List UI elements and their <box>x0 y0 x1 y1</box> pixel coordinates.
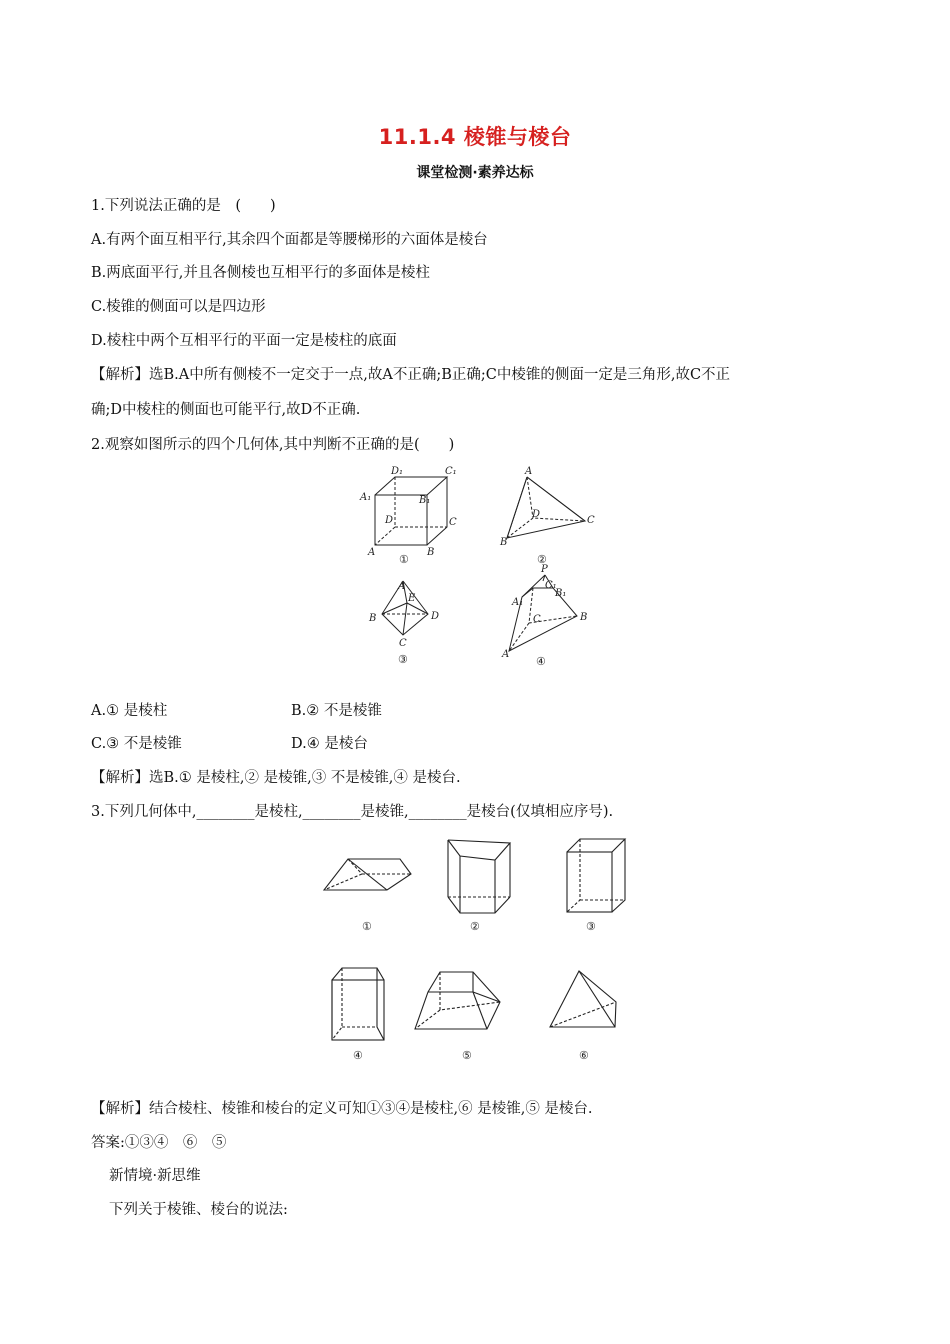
page-subtitle: 课堂检测·素养达标 <box>416 165 534 181</box>
cube-label-a: A <box>368 547 376 558</box>
pyramid6-outline <box>550 971 616 1027</box>
cube-label-d: D <box>385 515 394 526</box>
cube-label-c: C <box>449 517 457 528</box>
extension-heading: 新情境·新思维 <box>109 1168 201 1184</box>
frustum5-outline <box>415 972 500 1029</box>
frustum-edges <box>509 575 577 651</box>
q2-option-a: A.① 是棱柱 <box>91 703 168 719</box>
prism4-top <box>332 968 384 980</box>
page-title: 11.1.4 棱锥与棱台 <box>378 125 572 149</box>
figure-caption-1: ① <box>399 553 409 566</box>
frustum-label-a1: A₁ <box>512 597 524 608</box>
cube-label-b1: B₁ <box>419 495 431 506</box>
q3-caption-4: ④ <box>353 1049 363 1062</box>
bipyramid-label-e: E <box>408 593 416 604</box>
q2-figure <box>355 463 605 673</box>
q1-option-c: C.棱锥的侧面可以是四边形 <box>91 299 266 315</box>
prism3-front <box>567 852 612 912</box>
q2-option-c: C.③ 不是棱锥 <box>91 736 182 752</box>
tetra-label-c: C <box>587 515 595 526</box>
q3-answer: 答案:①③④ ⑥ ⑤ <box>91 1135 227 1151</box>
frustum-label-c1: C₁ <box>545 580 557 591</box>
figure-caption-3: ③ <box>398 653 408 666</box>
frustum-label-b: B <box>580 612 588 623</box>
q3-caption-5: ⑤ <box>462 1049 472 1062</box>
frustum-label-b1: B₁ <box>555 588 567 599</box>
q1-option-d: D.棱柱中两个互相平行的平面一定是棱柱的底面 <box>91 333 397 349</box>
tetra-label-b: B <box>500 537 508 548</box>
tetra-edges <box>507 477 585 538</box>
q3-caption-1: ① <box>362 920 372 933</box>
bipyramid-label-a: A <box>398 581 406 592</box>
bipyramid-label-c: C <box>399 638 407 649</box>
frustum-label-c: C <box>533 614 541 625</box>
q1-analysis-line2: 确;D中棱柱的侧面也可能平行,故D不正确. <box>91 402 361 418</box>
q3-caption-2: ② <box>470 920 480 933</box>
q1-stem: 1.下列说法正确的是 ( ) <box>91 198 276 214</box>
q3-analysis: 【解析】结合棱柱、棱锥和棱台的定义可知①③④是棱柱,⑥ 是棱锥,⑤ 是棱台. <box>91 1101 593 1117</box>
tetra-label-a: A <box>525 466 533 477</box>
cube-top-edges <box>375 477 447 495</box>
tetra-label-d: D <box>532 509 541 520</box>
extension-text: 下列关于棱锥、棱台的说法: <box>109 1202 288 1218</box>
q3-caption-6: ⑥ <box>579 1049 589 1062</box>
frustum-label-p: P <box>541 564 548 575</box>
figure-caption-2: ② <box>537 553 547 566</box>
q3-figure <box>315 830 635 1065</box>
q3-stem: 3.下列几何体中,________是棱柱,________是棱锥,________是棱台(仅填相应序号). <box>91 804 614 820</box>
bipyramid-label-b: B <box>369 613 377 624</box>
frustum-label-a: A <box>502 649 510 660</box>
cube-label-b: B <box>427 547 435 558</box>
prism2-top <box>448 840 510 860</box>
q2-option-b: B.② 不是棱锥 <box>291 703 382 719</box>
cube-label-d1: D₁ <box>391 466 404 477</box>
bipyramid-label-d: D <box>431 611 440 622</box>
cube-label-c1: C₁ <box>445 466 457 477</box>
cube-right-edges <box>427 477 447 545</box>
q1-option-a: A.有两个面互相平行,其余四个面都是等腰梯形的六面体是棱台 <box>91 232 488 248</box>
q2-option-d: D.④ 是棱台 <box>291 736 368 752</box>
q1-option-b: B.两底面平行,并且各侧棱也互相平行的多面体是棱柱 <box>91 265 430 281</box>
figure-caption-4: ④ <box>536 655 546 668</box>
cube-label-a1: A₁ <box>360 492 372 503</box>
q3-caption-3: ③ <box>586 920 596 933</box>
q2-stem: 2.观察如图所示的四个几何体,其中判断不正确的是( ) <box>91 437 455 453</box>
cube-hidden-edges <box>375 477 395 545</box>
q2-analysis: 【解析】选B.① 是棱柱,② 是棱锥,③ 不是棱锥,④ 是棱台. <box>91 770 461 786</box>
q1-analysis-line1: 【解析】选B.A中所有侧棱不一定交于一点,故A不正确;B正确;C中棱锥的侧面一定是三角形,故C不正 <box>91 367 731 383</box>
